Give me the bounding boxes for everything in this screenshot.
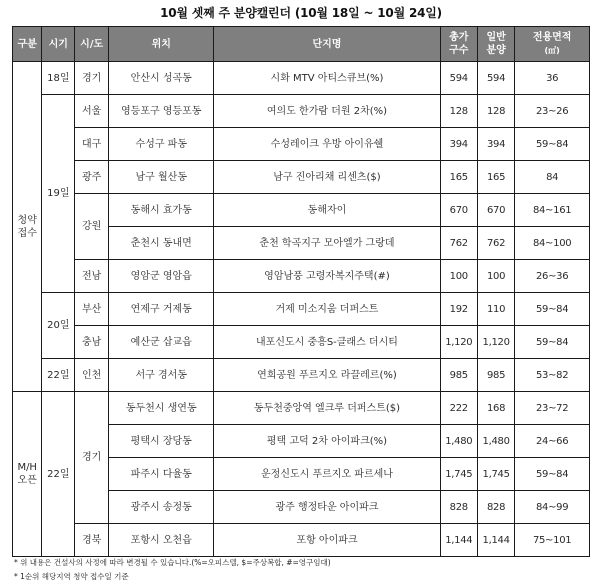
- area-cell: 84~99: [515, 491, 590, 524]
- table-row: [13, 293, 590, 326]
- sales-calendar-table: [12, 26, 590, 557]
- date-cell: 18일: [42, 62, 75, 95]
- table-row: [13, 260, 590, 293]
- location-cell: 평택시 장당동: [109, 425, 214, 458]
- complex-cell: 거제 미소지움 더퍼스트: [214, 293, 440, 326]
- general-sale-cell: 1,745: [477, 458, 514, 491]
- general-sale-cell: 100: [477, 260, 514, 293]
- table-row: [13, 359, 590, 392]
- header-region: 시/도: [75, 27, 109, 62]
- header-area-line2: (㎡): [544, 46, 560, 55]
- header-general-sale-line2: 분양: [486, 45, 506, 56]
- general-sale-cell: 165: [477, 161, 514, 194]
- area-cell: 59~84: [515, 458, 590, 491]
- group-model-house: M/H 오픈: [13, 392, 42, 557]
- region-cell: 강원: [75, 194, 109, 260]
- complex-cell: 광주 행정타운 아이파크: [214, 491, 440, 524]
- area-cell: 59~84: [515, 128, 590, 161]
- header-total-units-line1: 총가: [449, 32, 469, 43]
- total-units-cell: 762: [440, 227, 477, 260]
- location-cell: 동두천시 생연동: [109, 392, 214, 425]
- location-cell: 동해시 효가동: [109, 194, 214, 227]
- region-cell: 인천: [75, 359, 109, 392]
- header-row: [13, 27, 590, 62]
- total-units-cell: 222: [440, 392, 477, 425]
- general-sale-cell: 110: [477, 293, 514, 326]
- location-cell: 수성구 파동: [109, 128, 214, 161]
- group-subscription: 청약 접수: [13, 62, 42, 392]
- total-units-cell: 670: [440, 194, 477, 227]
- region-cell: 경기: [75, 62, 109, 95]
- table-row: [13, 194, 590, 227]
- total-units-cell: 165: [440, 161, 477, 194]
- total-units-cell: 594: [440, 62, 477, 95]
- header-general-sale-line1: 일반: [486, 32, 506, 43]
- area-cell: 24~66: [515, 425, 590, 458]
- area-cell: 36: [515, 62, 590, 95]
- total-units-cell: 394: [440, 128, 477, 161]
- complex-cell: 시화 MTV 아티스큐브(%): [214, 62, 440, 95]
- region-cell: 부산: [75, 293, 109, 326]
- area-cell: 23~26: [515, 95, 590, 128]
- header-date: 시기: [42, 27, 75, 62]
- total-units-cell: 1,745: [440, 458, 477, 491]
- area-cell: 26~36: [515, 260, 590, 293]
- complex-cell: 평택 고덕 2차 아이파크(%): [214, 425, 440, 458]
- area-cell: 84~161: [515, 194, 590, 227]
- location-cell: 영등포구 영등포동: [109, 95, 214, 128]
- date-cell: 22일: [42, 392, 75, 557]
- general-sale-cell: 1,480: [477, 425, 514, 458]
- date-cell: 20일: [42, 293, 75, 359]
- total-units-cell: 985: [440, 359, 477, 392]
- location-cell: 남구 월산동: [109, 161, 214, 194]
- total-units-cell: 1,144: [440, 524, 477, 557]
- general-sale-cell: 128: [477, 95, 514, 128]
- table-row: [13, 326, 590, 359]
- region-cell: 대구: [75, 128, 109, 161]
- header-area-line1: 전용면적: [532, 32, 572, 43]
- complex-cell: 춘천 학곡지구 모아엘가 그랑데: [214, 227, 440, 260]
- region-cell: 서울: [75, 95, 109, 128]
- header-total-units-line2: 구수: [449, 45, 469, 56]
- date-cell: 22일: [42, 359, 75, 392]
- general-sale-cell: 985: [477, 359, 514, 392]
- general-sale-cell: 670: [477, 194, 514, 227]
- location-cell: 광주시 송정동: [109, 491, 214, 524]
- table-row: [13, 95, 590, 128]
- area-cell: 59~84: [515, 293, 590, 326]
- complex-cell: 남구 진아리채 리센츠($): [214, 161, 440, 194]
- area-cell: 59~84: [515, 326, 590, 359]
- area-cell: 53~82: [515, 359, 590, 392]
- location-cell: 예산군 삽교읍: [109, 326, 214, 359]
- header-general-sale: [477, 27, 514, 62]
- table-row: [13, 392, 590, 425]
- general-sale-cell: 1,120: [477, 326, 514, 359]
- location-cell: 서구 경서동: [109, 359, 214, 392]
- complex-cell: 수성레이크 우방 아이유쉘: [214, 128, 440, 161]
- total-units-cell: 828: [440, 491, 477, 524]
- region-cell: 전남: [75, 260, 109, 293]
- area-cell: 23~72: [515, 392, 590, 425]
- area-cell: 75~101: [515, 524, 590, 557]
- complex-cell: 동해자이: [214, 194, 440, 227]
- complex-cell: 여의도 한가람 더원 2차(%): [214, 95, 440, 128]
- total-units-cell: 100: [440, 260, 477, 293]
- complex-cell: 내포신도시 중흥S-클래스 더시티: [214, 326, 440, 359]
- region-cell: 광주: [75, 161, 109, 194]
- footnote-basis: * 1순위 해당지역 청약 접수일 기준: [14, 572, 129, 581]
- total-units-cell: 1,480: [440, 425, 477, 458]
- general-sale-cell: 1,144: [477, 524, 514, 557]
- header-category: 구분: [13, 27, 42, 62]
- total-units-cell: 1,120: [440, 326, 477, 359]
- header-total-units: [440, 27, 477, 62]
- region-cell: 경기: [75, 392, 109, 524]
- general-sale-cell: 594: [477, 62, 514, 95]
- total-units-cell: 128: [440, 95, 477, 128]
- region-cell: 충남: [75, 326, 109, 359]
- general-sale-cell: 828: [477, 491, 514, 524]
- general-sale-cell: 394: [477, 128, 514, 161]
- location-cell: 포항시 오천읍: [109, 524, 214, 557]
- page-title: 10월 셋째 주 분양캘린더 (10월 18일 ~ 10월 24일): [160, 6, 442, 20]
- location-cell: 춘천시 동내면: [109, 227, 214, 260]
- location-cell: 영암군 영암읍: [109, 260, 214, 293]
- complex-cell: 포항 아이파크: [214, 524, 440, 557]
- location-cell: 안산시 성곡동: [109, 62, 214, 95]
- header-area: [515, 27, 590, 62]
- footnotes: [14, 556, 331, 584]
- complex-cell: 동두천중앙역 엘크루 더퍼스트($): [214, 392, 440, 425]
- location-cell: 파주시 다율동: [109, 458, 214, 491]
- area-cell: 84: [515, 161, 590, 194]
- total-units-cell: 192: [440, 293, 477, 326]
- date-cell: 19일: [42, 95, 75, 293]
- general-sale-cell: 168: [477, 392, 514, 425]
- table-row: [13, 161, 590, 194]
- footnote-legend: * 위 내용은 건설사의 사정에 따라 변경될 수 있습니다.(%=오피스텔, $=주상복합, #=영구임대): [14, 558, 331, 567]
- header-complex: 단지명: [214, 27, 440, 62]
- complex-cell: 연희공원 푸르지오 라끌레르(%): [214, 359, 440, 392]
- table-row: [13, 62, 590, 95]
- header-location: 위치: [109, 27, 214, 62]
- general-sale-cell: 762: [477, 227, 514, 260]
- complex-cell: 영암남풍 고령자복지주택(#): [214, 260, 440, 293]
- region-cell: 경북: [75, 524, 109, 557]
- complex-cell: 운정신도시 푸르지오 파르세나: [214, 458, 440, 491]
- table-row: [13, 524, 590, 557]
- table-row: [13, 128, 590, 161]
- location-cell: 연제구 거제동: [109, 293, 214, 326]
- area-cell: 84~100: [515, 227, 590, 260]
